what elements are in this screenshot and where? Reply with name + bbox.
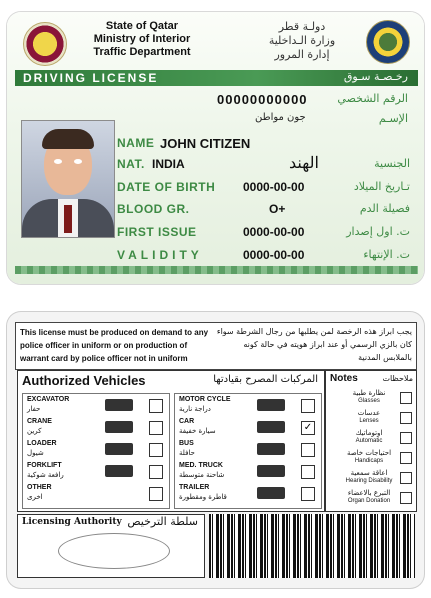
note-checkbox[interactable] bbox=[400, 412, 412, 424]
note-label-ar: احتياجات خاصة bbox=[346, 449, 392, 457]
validity-value: 0000-00-00 bbox=[243, 248, 305, 262]
vehicle-checkbox[interactable] bbox=[149, 487, 163, 501]
vehicle-label-ar: حافلة bbox=[179, 449, 195, 457]
vehicle-label: MOTOR CYCLE bbox=[179, 396, 231, 403]
first-issue-label: FIRST ISSUE bbox=[117, 225, 197, 239]
vehicle-row-med-truck bbox=[177, 462, 319, 482]
vehicle-label: LOADER bbox=[27, 440, 57, 447]
vehicle-row-forklift bbox=[25, 462, 167, 482]
vehicle-row-loader bbox=[25, 440, 167, 460]
note-checkbox[interactable] bbox=[400, 432, 412, 444]
nationality-label: NAT. bbox=[117, 157, 145, 171]
note-label-ar: اوتوماتيك bbox=[355, 429, 383, 437]
licensing-authority-label-ar: سلطة الترخيص bbox=[127, 515, 198, 528]
note-hearing-disability bbox=[330, 469, 412, 487]
note-checkbox[interactable] bbox=[400, 392, 412, 404]
disclaimer-en: This license must be produced on demand to any police officer in uniform or on production of warrant card by police officer not in uniform bbox=[20, 328, 209, 363]
motorcycle-icon bbox=[257, 399, 285, 411]
title-en: DRIVING LICENSE bbox=[23, 71, 159, 85]
name-value: JOHN CITIZEN bbox=[160, 136, 251, 151]
vehicle-label: TRAILER bbox=[179, 484, 210, 491]
blood-group-value: O+ bbox=[269, 202, 286, 216]
vehicles-title-ar: المركبات المصرح بقيادتها bbox=[213, 374, 318, 385]
vehicle-row-bus bbox=[177, 440, 319, 460]
vehicle-label: CRANE bbox=[27, 418, 52, 425]
license-back bbox=[7, 312, 424, 588]
first-issue-value: 0000-00-00 bbox=[243, 225, 305, 239]
vehicle-label: CAR bbox=[179, 418, 195, 425]
vehicle-checkbox[interactable] bbox=[301, 465, 315, 479]
barcode bbox=[209, 514, 415, 578]
authority-stamp-icon bbox=[58, 533, 170, 569]
disclaimer-ar: يجب ابراز هذه الرخصة لمن يطلبها من رجال الشرطة سواء كان بالزي الرسمي أو عند ابراز هويته في حالة كونه بالملابس المدنية bbox=[216, 327, 412, 362]
vehicle-checkbox[interactable] bbox=[149, 421, 163, 435]
first-issue-label-ar: ت. اول إصدار bbox=[346, 225, 410, 238]
header-department: Traffic Department bbox=[93, 46, 191, 58]
header-ar-department: إدارة المرور bbox=[274, 48, 330, 61]
notes-box bbox=[325, 370, 417, 512]
vehicle-label-ar: رافعة شوكية bbox=[27, 471, 64, 479]
forklift-icon bbox=[105, 465, 133, 477]
licensing-authority-label: Licensing Authority bbox=[22, 517, 122, 527]
vehicle-label-ar: حفار bbox=[27, 405, 41, 413]
vehicle-label: OTHER bbox=[27, 484, 52, 491]
vehicle-checkbox-checked[interactable]: ✓ bbox=[301, 421, 315, 435]
excavator-icon bbox=[105, 399, 133, 411]
license-front bbox=[7, 12, 424, 284]
vehicle-checkbox[interactable] bbox=[301, 399, 315, 413]
header-arabic bbox=[242, 20, 362, 62]
vehicle-checkbox[interactable] bbox=[301, 487, 315, 501]
vehicle-row-crane bbox=[25, 418, 167, 438]
dob-label-ar: تـاريخ الميلاد bbox=[353, 180, 410, 193]
name-value-ar: جون مواطن bbox=[255, 112, 306, 123]
note-label: Lenses bbox=[359, 418, 379, 424]
notes-title: Notes bbox=[330, 373, 358, 384]
note-label-ar: عدسات bbox=[357, 409, 381, 417]
note-label: Handicaps bbox=[354, 458, 384, 464]
security-strip bbox=[15, 266, 418, 274]
note-handicaps bbox=[330, 449, 412, 467]
authorized-vehicles-box bbox=[17, 370, 325, 512]
vehicle-label: EXCAVATOR bbox=[27, 396, 70, 403]
vehicle-label-ar: سيارة خفيفة bbox=[179, 427, 216, 435]
note-checkbox[interactable] bbox=[400, 472, 412, 484]
vehicle-label-ar: دراجة نارية bbox=[179, 405, 211, 413]
note-glasses bbox=[330, 389, 412, 407]
vehicle-label: MED. TRUCK bbox=[179, 462, 223, 469]
nationality-value: INDIA bbox=[152, 157, 185, 171]
vehicle-label-ar: شاحنة متوسطة bbox=[179, 471, 225, 479]
header-ministry: Ministry of Interior bbox=[93, 33, 191, 45]
vehicle-checkbox[interactable] bbox=[149, 443, 163, 457]
vehicle-label: FORKLIFT bbox=[27, 462, 62, 469]
note-label: Automatic bbox=[355, 438, 383, 444]
dob-label: DATE OF BIRTH bbox=[117, 180, 216, 194]
name-label: NAME bbox=[117, 136, 155, 150]
blood-group-label: BLOOD GR. bbox=[117, 202, 190, 216]
note-automatic bbox=[330, 429, 412, 447]
trailer-icon bbox=[257, 487, 285, 499]
note-label-ar: التبرع بالاعضاء bbox=[347, 489, 391, 497]
header-state: State of Qatar bbox=[105, 20, 179, 32]
note-label: Organ Donation bbox=[347, 498, 391, 504]
truck-icon bbox=[257, 465, 285, 477]
vehicles-left-column bbox=[22, 393, 170, 509]
nationality-label-ar: الجنسية bbox=[374, 157, 410, 170]
note-label-ar: نظارة طبية bbox=[352, 389, 386, 397]
note-label: Hearing Disability bbox=[345, 478, 393, 484]
car-icon bbox=[257, 421, 285, 433]
disclaimer-box bbox=[15, 322, 417, 370]
crane-icon bbox=[105, 421, 133, 433]
id-number: 00000000000 bbox=[217, 92, 308, 107]
id-label-ar: الرقم الشخصي bbox=[337, 92, 408, 105]
vehicle-row-car bbox=[177, 418, 319, 438]
title-band bbox=[15, 70, 418, 86]
holder-photo bbox=[21, 120, 115, 238]
vehicle-row-trailer bbox=[177, 484, 319, 504]
licensing-authority-box bbox=[17, 514, 205, 578]
loader-icon bbox=[105, 443, 133, 455]
header-ar-state: دولـة قطر bbox=[278, 20, 326, 33]
note-lenses bbox=[330, 409, 412, 427]
bus-icon bbox=[257, 443, 285, 455]
gcc-emblem-icon bbox=[366, 20, 410, 64]
note-checkbox[interactable] bbox=[400, 492, 412, 504]
nationality-value-ar: الهند bbox=[289, 153, 319, 172]
name-label-ar: الإسـم bbox=[378, 112, 408, 125]
vehicle-label: BUS bbox=[179, 440, 194, 447]
vehicle-checkbox[interactable] bbox=[149, 399, 163, 413]
vehicle-row-motorcycle bbox=[177, 396, 319, 416]
vehicle-checkbox[interactable] bbox=[149, 465, 163, 479]
header-english bbox=[77, 20, 207, 59]
vehicle-checkbox[interactable] bbox=[301, 443, 315, 457]
notes-title-ar: ملاحظات bbox=[382, 374, 413, 383]
dob-value: 0000-00-00 bbox=[243, 180, 305, 194]
title-ar: رخـصـة سـوق bbox=[343, 70, 408, 83]
vehicles-title: Authorized Vehicles bbox=[22, 373, 146, 388]
note-label-ar: اعاقة سمعية bbox=[350, 469, 388, 477]
vehicle-row-excavator bbox=[25, 396, 167, 416]
vehicle-label-ar: قاطرة ومقطورة bbox=[179, 493, 227, 501]
vehicle-label-ar: كرين bbox=[27, 427, 42, 435]
vehicle-label-ar: اخرى bbox=[27, 493, 43, 501]
note-organ-donation bbox=[330, 489, 412, 507]
note-checkbox[interactable] bbox=[400, 452, 412, 464]
validity-label-ar: ت. الإنتهاء bbox=[363, 248, 410, 261]
header-ar-ministry: وزارة الـداخلية bbox=[268, 34, 336, 47]
vehicle-row-other bbox=[25, 484, 167, 504]
blood-group-label-ar: فصيلة الدم bbox=[359, 202, 410, 215]
vehicle-label-ar: شيول bbox=[27, 449, 44, 457]
validity-label: VALIDITY bbox=[117, 248, 203, 262]
note-label: Glasses bbox=[358, 398, 380, 404]
qatar-emblem-icon bbox=[23, 22, 67, 66]
vehicles-right-column bbox=[174, 393, 322, 509]
